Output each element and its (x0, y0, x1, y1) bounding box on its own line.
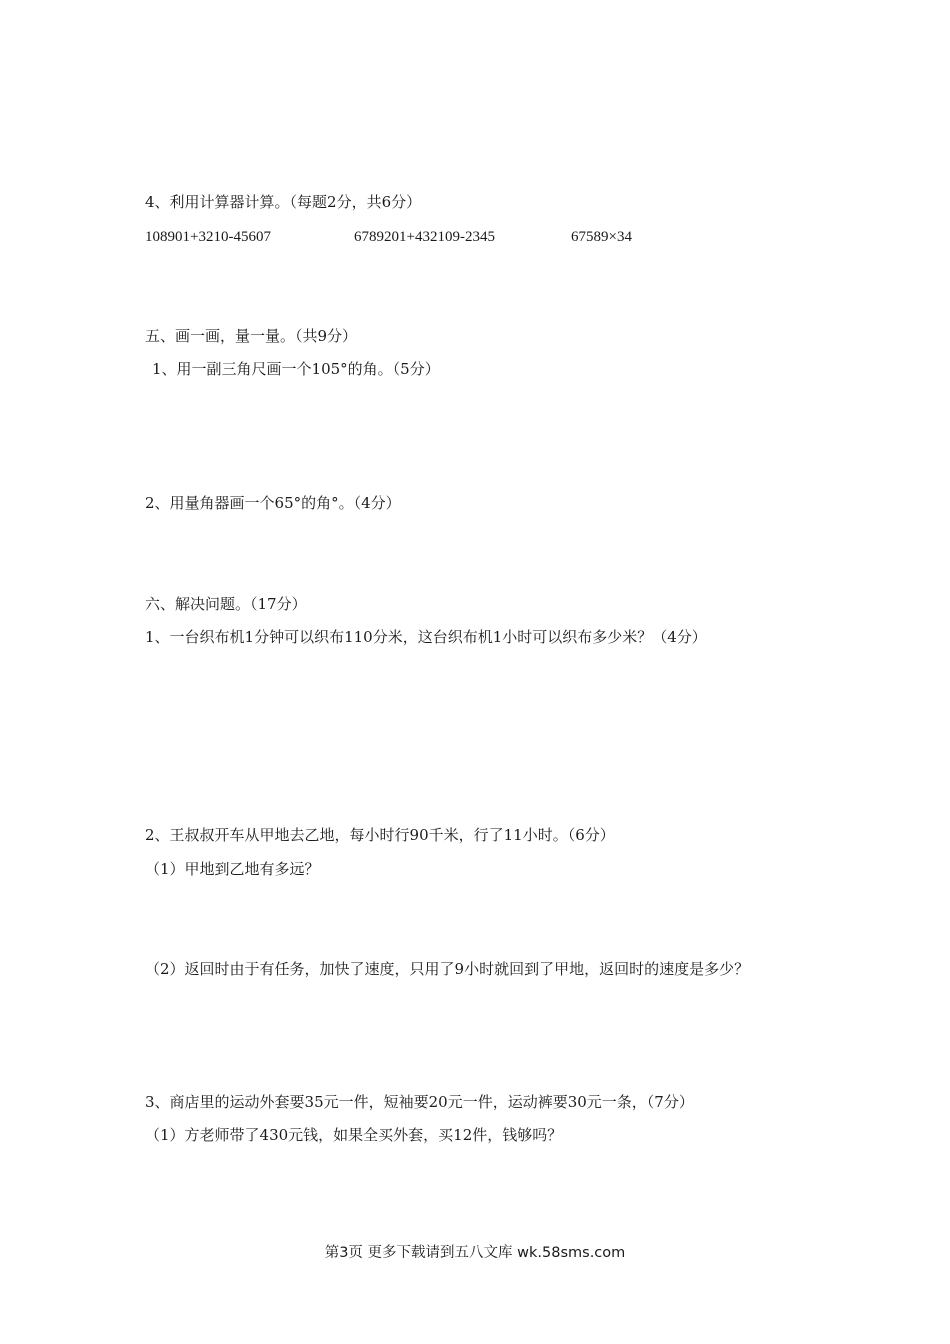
problem-question-2-part-2: （2）返回时由于有任务，加快了速度，只用了9小时就回到了甲地，返回时的速度是多少？ (145, 960, 750, 978)
calculator-section-heading: 4、利用计算器计算。（每题2分，共6分） (145, 193, 422, 211)
drawing-section-heading: 五、画一画，量一量。（共9分） (145, 327, 358, 345)
calc-expression-1: 108901+3210-45607 (145, 229, 271, 245)
problem-question-3: 3、商店里的运动外套要35元一件，短袖要20元一件，运动裤要30元一条，（7分） (145, 1093, 694, 1111)
problem-question-2: 2、王叔叔开车从甲地去乙地，每小时行90千米，行了11小时。（6分） (145, 826, 615, 844)
page-footer: 第3页 更多下载请到五八文库 wk.58sms.com (324, 1245, 626, 1261)
calc-expression-3: 67589×34 (571, 229, 632, 245)
problem-question-1: 1、一台织布机1分钟可以织布110分米，这台织布机1小时可以织布多少米？（4分） (145, 628, 707, 646)
problem-question-3-part-1: （1）方老师带了430元钱，如果全买外套，买12件，钱够吗？ (145, 1126, 563, 1144)
drawing-question-1: 1、用一副三角尺画一个105°的角。（5分） (152, 360, 440, 378)
problem-section-heading: 六、解决问题。（17分） (145, 595, 307, 613)
problem-question-2-part-1: （1）甲地到乙地有多远？ (145, 860, 320, 878)
drawing-question-2: 2、用量角器画一个65°的角°。（4分） (145, 494, 401, 512)
calc-expression-2: 6789201+432109-2345 (354, 229, 495, 245)
